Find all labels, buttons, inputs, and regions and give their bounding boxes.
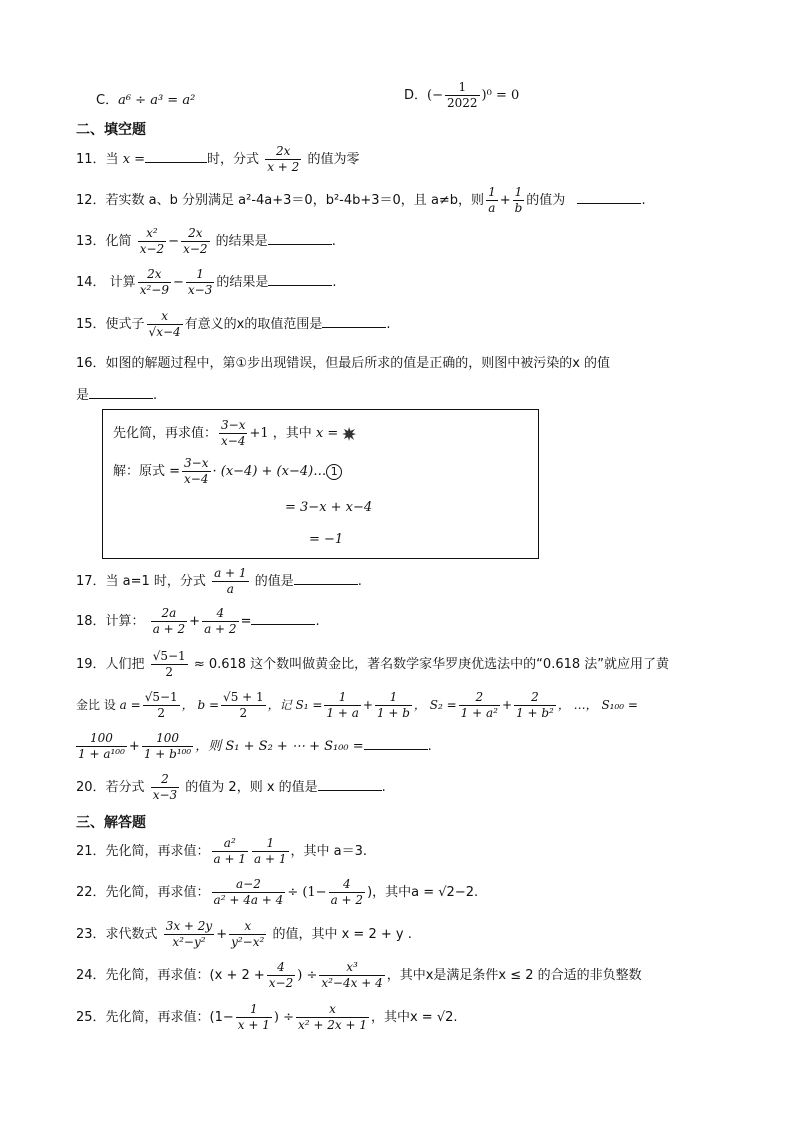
option-d xyxy=(404,80,519,111)
text: 的结果是 xyxy=(215,234,268,249)
answer-blank xyxy=(89,385,153,399)
text: ，其中x是满足条件x ≤ 2 的合适的非负整数 xyxy=(386,968,642,983)
fraction xyxy=(182,456,210,487)
denominator: a + 2 xyxy=(152,622,186,636)
operator: − xyxy=(168,234,180,249)
text: 的值是 xyxy=(254,574,294,589)
fraction xyxy=(138,226,166,257)
box-line-1 xyxy=(113,418,356,449)
question-12: 12．若实数 a、b 分别满足 a²-4a+3＝0，b²-4b+3＝0，且 a≠b，则 $\frac{1}{a}$ + $\frac{1}{b}$ 的值为 . xyxy=(76,185,646,215)
text: 19．人们把 xyxy=(76,657,145,672)
fraction xyxy=(329,877,365,908)
answer-blank xyxy=(268,272,332,286)
fraction xyxy=(202,606,238,637)
text: 解：原式 = xyxy=(113,464,181,479)
answer-blank xyxy=(145,149,207,163)
fraction xyxy=(212,566,248,597)
solution-box xyxy=(102,409,539,559)
text: ≈ 0.618 这个数叫做黄金比，著名数学家华罗庚优选法中的“0.618 法”就应用了黄 xyxy=(193,657,670,672)
answer-blank xyxy=(294,571,358,585)
fraction xyxy=(319,960,384,991)
denominator: √x−4 xyxy=(148,325,181,339)
numerator: a² xyxy=(212,836,248,852)
question-19-line-3: $\frac{100}{\text{1 + a¹⁰⁰}}$ + $\frac{100}{\text{1 + b¹⁰⁰}}$ ，则 S₁ + S₂ + ⋯ + S₁₀₀ = . xyxy=(78,731,432,761)
denominator: x−2 xyxy=(139,242,165,256)
section-heading: 二、填空题 xyxy=(76,122,146,138)
numerator: 3−x xyxy=(221,418,246,432)
denominator: x² + 2x + 1 xyxy=(297,1018,367,1032)
question-23 xyxy=(76,919,412,950)
fraction xyxy=(513,185,525,216)
text: 金比 设 xyxy=(76,698,116,712)
text: 是 xyxy=(76,388,90,403)
option-c xyxy=(96,89,195,108)
text: )，其中a = √2−2. xyxy=(367,885,479,900)
numerator: 1 xyxy=(375,690,412,706)
denominator: 2 xyxy=(157,706,165,720)
text: 13．化简 xyxy=(76,234,132,249)
question-19 xyxy=(76,649,669,680)
fraction xyxy=(138,267,171,298)
denominator: x−4 xyxy=(184,472,209,486)
math: ) ÷ xyxy=(297,968,318,983)
text: 15．使式子 xyxy=(76,317,145,332)
numerator: 1 xyxy=(513,185,525,201)
operator: + xyxy=(499,193,511,208)
numerator: 1 xyxy=(445,80,480,96)
operator: + xyxy=(189,614,201,629)
numerator: 1 xyxy=(236,1002,272,1018)
text: 的值为 xyxy=(526,193,566,208)
question-18: 18．计算： $\frac{2a}{a + 2}$ + $\frac{4}{a + 2}$ = . xyxy=(76,606,320,636)
answer-blank xyxy=(364,736,428,750)
math: x = xyxy=(315,426,339,441)
question-14: 14． 计算 $\frac{2x}{\text{x²−9}}$ − $\frac{1}{x-3}$ 的结果是 . xyxy=(76,267,337,297)
math: ÷ (1− xyxy=(287,885,327,900)
denominator: a + 1 xyxy=(254,852,287,866)
denominator: a xyxy=(488,201,496,215)
question-16-cont: 是 . xyxy=(76,384,157,403)
answer-blank xyxy=(322,314,386,328)
fraction xyxy=(296,1002,369,1033)
text: 时，分式 xyxy=(207,152,260,167)
text: ，其中x = √2. xyxy=(370,1010,458,1025)
denominator: y²−x² xyxy=(231,935,265,949)
numerator: 2 xyxy=(151,772,179,788)
numerator: 1 xyxy=(324,690,360,706)
numerator: 3−x xyxy=(184,456,209,470)
fraction xyxy=(486,185,498,216)
denominator: 1 + a¹⁰⁰ xyxy=(78,747,125,761)
numerator: x xyxy=(147,309,183,325)
numerator: x xyxy=(229,919,266,935)
numerator: 2 xyxy=(459,690,500,706)
answer-blank xyxy=(318,777,382,791)
text: ，其中 a＝3. xyxy=(290,844,368,859)
text: 14． 计算 xyxy=(76,275,136,290)
text: 11．当 xyxy=(76,152,119,167)
denominator: 1 + a² xyxy=(460,706,498,720)
numerator: 1 xyxy=(252,836,288,852)
text: 先化简，再求值： xyxy=(113,426,218,441)
denominator: 1 + b xyxy=(376,706,410,720)
numerator: 100 xyxy=(142,731,193,747)
numerator: 2x xyxy=(181,226,209,242)
denominator: 2022 xyxy=(446,96,478,110)
math: ) ÷ xyxy=(273,1010,294,1025)
numerator: a−2 xyxy=(212,877,286,893)
question-25 xyxy=(76,1002,458,1033)
denominator: x + 2 xyxy=(267,160,300,174)
denominator: x−4 xyxy=(221,434,246,448)
option-label: C． xyxy=(96,93,119,108)
math: ， b = xyxy=(181,698,220,712)
numerator: √5−1 xyxy=(152,649,186,663)
fraction xyxy=(181,226,209,257)
fraction xyxy=(219,418,247,449)
math: ，则 S₁ + S₂ + ⋯ + S₁₀₀ = xyxy=(195,739,364,754)
text: 25．先化简，再求值：(1− xyxy=(76,1010,234,1025)
fraction xyxy=(164,919,215,950)
fraction xyxy=(147,309,183,340)
option-label: D． xyxy=(404,88,428,103)
denominator: x−3 xyxy=(152,788,178,802)
text: +1 ，其中 xyxy=(249,426,312,441)
numerator: x³ xyxy=(319,960,384,976)
fraction xyxy=(221,690,266,721)
question-24 xyxy=(76,960,642,991)
denominator: a² + 4a + 4 xyxy=(213,893,284,907)
denominator: x²−y² xyxy=(172,935,206,949)
question-20: 20．若分式 $\frac{2}{x-3}$ 的值为 2，则 x 的值是 . xyxy=(76,772,386,802)
numerator: 2a xyxy=(151,606,187,622)
fraction xyxy=(375,690,412,721)
fraction xyxy=(151,649,188,680)
text: 12．若实数 a、b 分别满足 a²-4a+3＝0，b²-4b+3＝0，且 a≠b，则 xyxy=(76,193,485,208)
fraction xyxy=(267,960,295,991)
answer-blank xyxy=(268,231,332,245)
denominator: x−2 xyxy=(268,976,294,990)
text: 22．先化简，再求值： xyxy=(76,885,210,900)
denominator: 1 + a xyxy=(326,706,359,720)
question-13: 13．化简 $\frac{\text{x²}}{x-2}$ − $\frac{2x}{x-2}$ 的结果是 . xyxy=(76,226,336,256)
option-expr: (− xyxy=(427,88,443,103)
numerator: 4 xyxy=(267,960,295,976)
text: 的结果是 xyxy=(216,275,269,290)
numerator: 2x xyxy=(138,267,171,283)
denominator: b xyxy=(514,201,523,215)
question-16: 16．如图的解题过程中，第①步出现错误，但最后所求的值是正确的，则图中被污染的x 的值 xyxy=(76,356,611,371)
denominator: 1 + b¹⁰⁰ xyxy=(143,747,192,761)
fraction xyxy=(151,606,187,637)
question-22 xyxy=(76,877,478,908)
option-expr: a⁶ ÷ a³ = a² xyxy=(118,93,196,108)
denominator: a xyxy=(226,582,234,596)
denominator: x + 1 xyxy=(237,1018,270,1032)
fraction xyxy=(265,144,301,175)
numerator: 3x + 2y xyxy=(165,919,213,933)
question-17: 17．当 a=1 时，分式 $\frac{a + 1}{a}$ 的值是 . xyxy=(76,566,362,596)
math: · (x−4) + (x−4)… xyxy=(212,464,327,479)
question-19-line-2: 金比 设 a = $\frac{√5-1}{2}$ ， b = $\frac{√5 + 1}{2}$ ，记 S₁ = $\frac{1}{1 + a}$ + $\frac{1}{1 + b}$ ， S₂ = $\frac{2}{\text{1 + a²}}$ + $\frac{2}{\text{1 + b²}}$ ， …， S₁₀₀ = xyxy=(76,690,638,720)
question-21 xyxy=(76,836,367,867)
denominator: x²−4x + 4 xyxy=(321,976,383,990)
denominator: 2 xyxy=(239,706,248,720)
text: 的值，其中 x = 2 + y . xyxy=(272,927,412,942)
fraction xyxy=(324,690,360,721)
denominator: 2 xyxy=(165,665,173,679)
fraction xyxy=(212,836,248,867)
operator: − xyxy=(172,275,184,290)
fraction xyxy=(142,731,193,762)
fraction xyxy=(236,1002,272,1033)
fraction xyxy=(445,80,480,111)
answer-blank xyxy=(577,190,641,204)
text: 有意义的x的取值范围是 xyxy=(184,317,323,332)
denominator: x²−9 xyxy=(139,283,169,297)
math: ，记 S₁ = xyxy=(267,698,323,712)
numerator: 4 xyxy=(202,606,238,622)
text: 24．先化简，再求值：(x + 2 + xyxy=(76,968,265,983)
text: 20．若分式 xyxy=(76,780,145,795)
answer-blank xyxy=(251,611,315,625)
fraction xyxy=(252,836,288,867)
numerator: 2x xyxy=(265,144,301,160)
math: x = xyxy=(122,152,146,167)
ink-stain-icon xyxy=(342,427,356,441)
numerator: a + 1 xyxy=(214,566,247,580)
denominator: 1 + b² xyxy=(516,706,554,720)
box-line-3: = 3−x + x−4 xyxy=(285,500,373,515)
numerator: √5−1 xyxy=(144,690,178,704)
fraction xyxy=(514,690,556,721)
fraction xyxy=(76,731,127,762)
math: ， …， S₁₀₀ = xyxy=(557,698,638,712)
denominator: x−3 xyxy=(187,283,213,297)
numerator: 4 xyxy=(329,877,365,893)
text: 17．当 a=1 时，分式 xyxy=(76,574,206,589)
fraction xyxy=(229,919,266,950)
fraction xyxy=(186,267,214,298)
question-11 xyxy=(76,144,359,175)
math: ， S₂ = xyxy=(413,698,457,712)
fraction xyxy=(151,772,179,803)
denominator: a + 2 xyxy=(204,622,237,636)
text: 18．计算： xyxy=(76,614,145,629)
numerator: 2 xyxy=(514,690,556,706)
section-heading: 三、解答题 xyxy=(76,815,146,831)
operator: = xyxy=(240,614,252,629)
box-line-2 xyxy=(113,456,342,487)
question-15: 15．使式子 $\frac{x}{√x-4}$ 有意义的x的取值范围是 . xyxy=(76,309,391,339)
fraction xyxy=(212,877,286,908)
fraction xyxy=(459,690,500,721)
step-marker: 1 xyxy=(326,464,342,480)
text: 21．先化简，再求值： xyxy=(76,844,210,859)
text: 的值为零 xyxy=(307,152,360,167)
numerator: x xyxy=(296,1002,369,1018)
numerator: 1 xyxy=(186,267,214,283)
numerator: x² xyxy=(138,226,166,242)
option-expr: )⁰ = 0 xyxy=(481,88,520,103)
numerator: √5 + 1 xyxy=(223,690,264,704)
math: a = xyxy=(119,698,141,712)
denominator: x−2 xyxy=(183,242,208,256)
text: 的值为 2，则 x 的值是 xyxy=(185,780,318,795)
box-line-4: = −1 xyxy=(309,532,344,547)
denominator: a + 2 xyxy=(330,893,364,907)
denominator: a + 1 xyxy=(213,852,247,866)
numerator: 100 xyxy=(76,731,127,747)
numerator: 1 xyxy=(488,185,496,199)
text: 23．求代数式 xyxy=(76,927,158,942)
operator: + xyxy=(216,927,228,942)
fraction xyxy=(143,690,180,721)
